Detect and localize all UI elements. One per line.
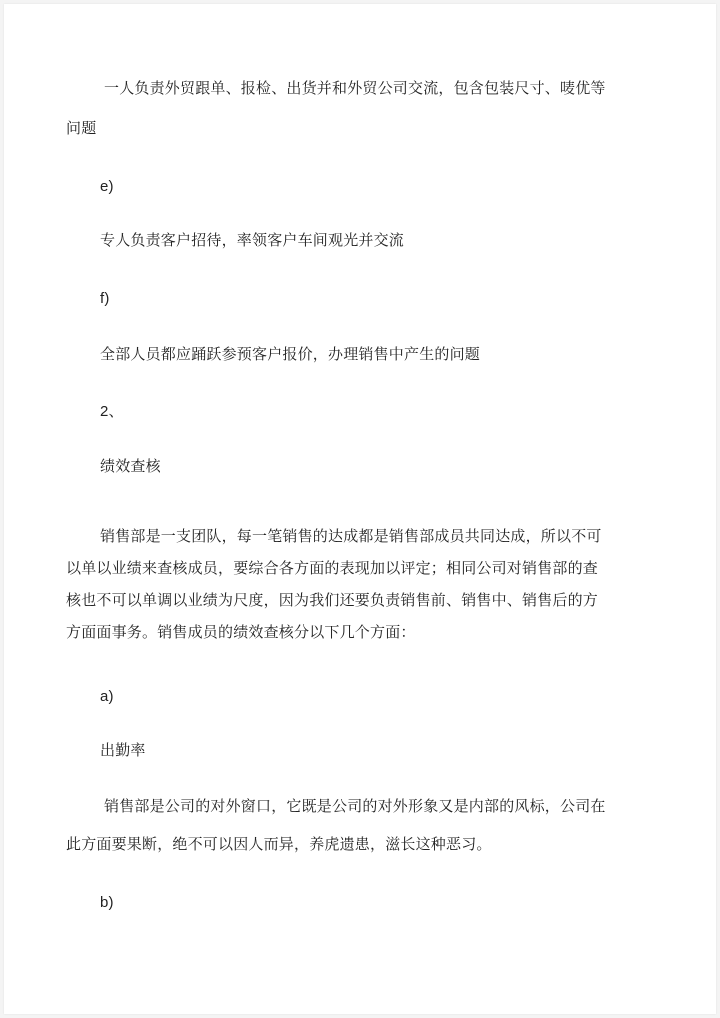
subsection-title: 出勤率 [100, 741, 146, 759]
paragraph-line: 以单以业绩来查核成员，要综合各方面的表现加以评定；相同公司对销售部的查 [66, 559, 599, 577]
list-marker-a: a) [100, 688, 114, 705]
list-marker-f: f) [100, 290, 110, 307]
paragraph-line: 核也不可以单调以业绩为尺度，因为我们还要负责销售前、销售中、销售后的方 [66, 591, 599, 609]
document-page [4, 4, 716, 1014]
paragraph-line: 方面面事务。销售成员的绩效查核分以下几个方面： [66, 623, 416, 641]
paragraph-line: 专人负责客户招待，率领客户车间观光并交流 [100, 231, 405, 249]
paragraph-line: 问题 [66, 119, 97, 137]
paragraph-line: 全部人员都应踊跃参预客户报价，办理销售中产生的问题 [100, 345, 481, 363]
paragraph-line: 此方面要果断，绝不可以因人而异，养虎遗患，滋长这种恶习。 [66, 835, 492, 853]
list-marker-e: e) [100, 178, 114, 195]
section-title: 绩效查核 [100, 457, 161, 475]
paragraph-line: 销售部是一支团队，每一笔销售的达成都是销售部成员共同达成，所以不可 [100, 527, 602, 545]
paragraph-line: 一人负责外贸跟单、报检、出货并和外贸公司交流，包含包装尺寸、唛优等 [104, 79, 606, 97]
section-number: 2、 [100, 403, 124, 420]
list-marker-b: b) [100, 894, 114, 911]
paragraph-line: 销售部是公司的对外窗口，它既是公司的对外形象又是内部的风标，公司在 [104, 797, 606, 815]
